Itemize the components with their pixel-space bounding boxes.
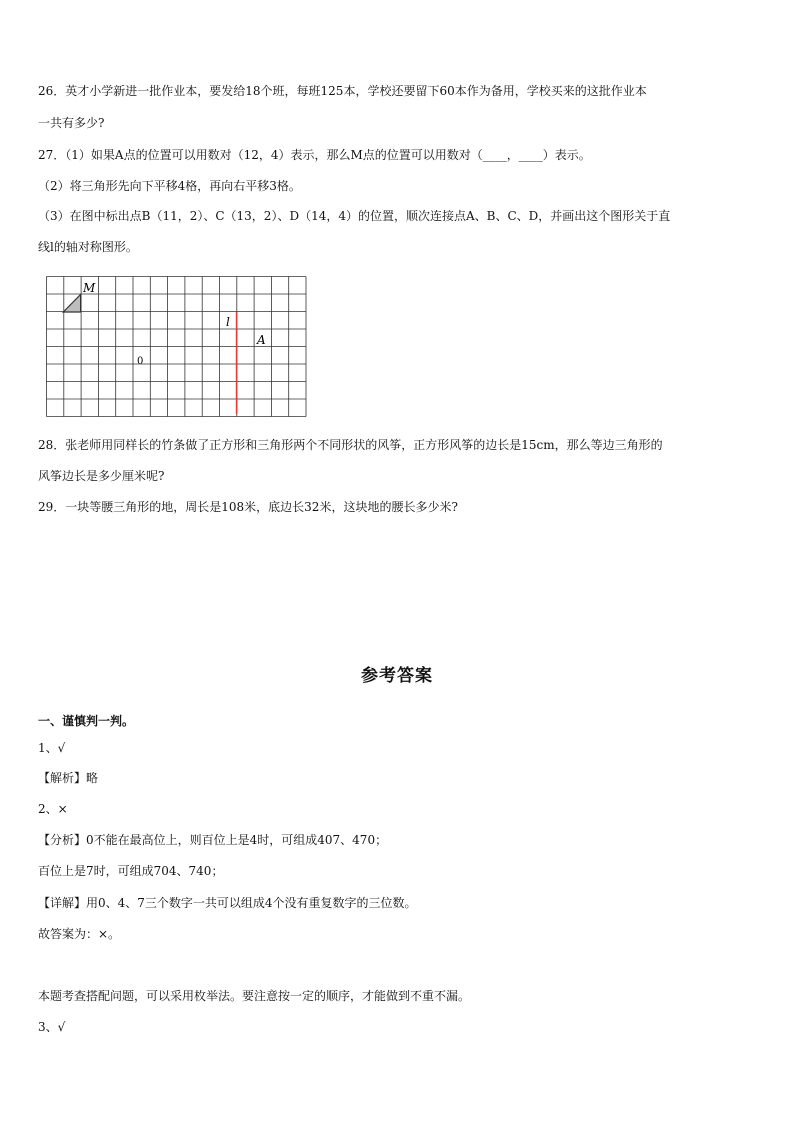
answer-2-detail: 【详解】用0、4、7三个数字一共可以组成4个没有重复数字的三位数。: [38, 896, 417, 910]
q27-part3-line2: 线l的轴对称图形。: [38, 240, 138, 254]
label-l: l: [226, 315, 230, 329]
q29-text: 29．一块等腰三角形的地，周长是108米，底边长32米，这块地的腰长多少米?: [38, 500, 458, 514]
q26-text-line1: 26．英才小学新进一批作业本，要发给18个班，每班125本，学校还要留下60本作为备用，学校买来的这批作业本: [38, 84, 647, 98]
answer-2-analysis-cont: 百位上是7时，可组成704、740；: [38, 864, 224, 878]
q27-part1: 27．（1）如果A点的位置可以用数对（12，4）表示，那么M点的位置可以用数对（____，____）表示。: [38, 148, 591, 162]
grid-lines: [47, 277, 307, 417]
label-M: M: [83, 281, 96, 295]
q28-text-line2: 风筝边长是多少厘米呢?: [38, 469, 165, 483]
q27-part2: （2）将三角形先向下平移4格，再向右平移3格。: [38, 179, 301, 193]
triangle-shape: [63, 295, 80, 313]
q27-part3-line1: （3）在图中标出点B（11，2）、C（13，2）、D（14，4）的位置，顺次连接点A、B、C、D，并画出这个图形关于直: [38, 209, 671, 223]
answer-2-conclusion: 故答案为：×。: [38, 927, 121, 941]
q28-text-line1: 28．张老师用同样长的竹条做了正方形和三角形两个不同形状的风筝，正方形风筝的边长是15cm，那么等边三角形的: [38, 438, 663, 452]
answer-2-analysis: 【分析】0不能在最高位上，则百位上是4时，可组成407、470；: [38, 833, 388, 847]
answer-key-title: 参考答案: [361, 666, 433, 686]
answer-1-note: 【解析】略: [38, 771, 99, 785]
answer-3: 3、√: [38, 1020, 66, 1034]
answer-2: 2、×: [38, 802, 68, 816]
answer-1: 1、√: [38, 741, 66, 755]
answer-2-summary: 本题考查搭配问题，可以采用枚举法。要注意按一定的顺序，才能做到不重不漏。: [38, 989, 471, 1003]
coordinate-grid-figure: [46, 276, 310, 423]
label-A: A: [257, 333, 266, 347]
grid-svg: [46, 276, 310, 420]
label-origin: 0: [137, 356, 144, 367]
q26-text-line2: 一共有多少?: [38, 116, 105, 130]
answer-section-heading: 一、谨慎判一判。: [38, 714, 135, 728]
